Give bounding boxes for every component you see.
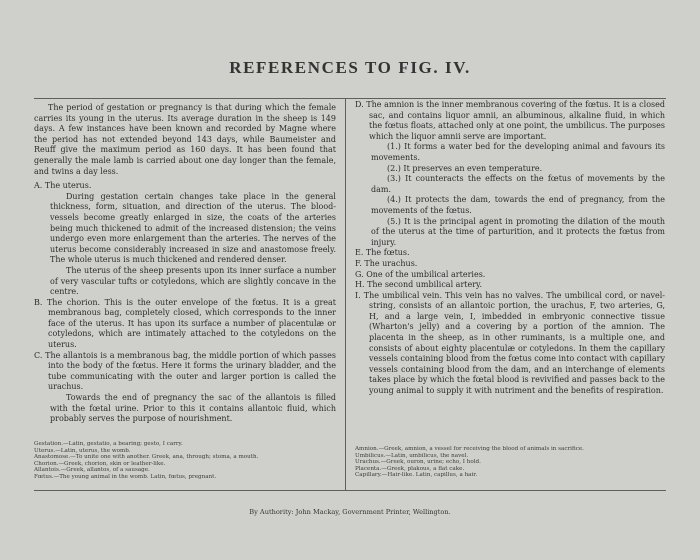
intro-paragraph: The period of gestation or pregnancy is that during which the female carries its young in the uterus. Its average duration in the sheep is 149 days. A few instances have been known and recorded by Magne where the period has not extended beyond 143 days, while Baumeister and Reuff give the maximum period as 160 days. It has been found that generally the male lamb is carried about one day longer than the female, and twins a day less. bbox=[34, 103, 336, 176]
footnote: Uterus.—Latin, uterus, the womb. bbox=[34, 447, 131, 454]
footnote: Amnion.—Greek, amnion, a vessel for receiving the blood of animals in sacrifice. bbox=[355, 446, 584, 452]
section-e: E. The fœtus. bbox=[355, 248, 410, 258]
footnote: Fœtus.—The young animal in the womb. Latin, fœtus, pregnant. bbox=[34, 473, 217, 480]
section-a-heading: A. The uterus. bbox=[34, 181, 92, 191]
page-title: REFERENCES TO FIG. IV. bbox=[229, 58, 471, 77]
section-h: H. The second umbilical artery. bbox=[355, 280, 483, 290]
amnion-purpose-1: (1.) It forms a water bed for the developing animal and favours its movements. bbox=[371, 142, 665, 162]
left-column bbox=[34, 103, 336, 425]
right-column bbox=[355, 100, 665, 397]
footnote: Capillary.—Hair-like. Latin, capillus, a hair. bbox=[355, 472, 478, 479]
section-b: B. The chorion. This is the outer envelope of the fœtus. It is a great membranous bag, completely closed, which corresponds to the inner face of the uterus. It has upon its surface a number of placentulæ or cotyledons, which are intimately attached to the cotyledons on the uterus. bbox=[34, 297, 336, 350]
section-f: F. The urachus. bbox=[355, 258, 418, 268]
column-separator bbox=[345, 99, 346, 490]
top-rule bbox=[34, 98, 666, 99]
printer-imprint: By Authority: John Mackay, Government Printer, Wellington. bbox=[249, 508, 451, 516]
footnote: Anastomose.—To unite one with another. Greek, ana, through; stoma, a mouth. bbox=[34, 454, 259, 461]
amnion-purpose-3: (3.) It counteracts the effects on the fœtus of movements by the dam. bbox=[371, 174, 665, 194]
footnote: Urachus.—Greek, ouron, urine; echo, I hold. bbox=[355, 459, 481, 466]
section-a-paragraph-2: The uterus of the sheep presents upon its inner surface a number of very vascular tufts or cotyledons, which are slightly concave in the centre. bbox=[50, 265, 336, 297]
amnion-purpose-5: (5.) It is the principal agent in promoting the dilation of the mouth of the uterus at the time of parturition, and it protects the fœtus from injury. bbox=[371, 216, 665, 247]
amnion-purpose-4: (4.) It protects the dam, towards the end of pregnancy, from the movements of the fœtus. bbox=[371, 195, 665, 215]
footnote: Placenta.—Greek, plakous, a flat cake. bbox=[355, 465, 465, 472]
footnote: Chorion.—Greek, chorion, skin or leather-like. bbox=[34, 460, 166, 467]
bottom-rule bbox=[34, 490, 666, 491]
footnote: Gestation.—Latin, gestatio, a bearing; gesto, I carry. bbox=[34, 441, 183, 447]
section-c-paragraph-2: Towards the end of pregnancy the sac of the allantois is filled with the fœtal urine. Prior to this it contains allantoic fluid, which probably serves the purpose of nourishment. bbox=[50, 393, 336, 424]
footnote: Allantois.—Greek, allantos, of a sausage. bbox=[34, 467, 150, 474]
section-i: I. The umbilical vein. This vein has no valves. The umbilical cord, or navel-string, consists of an allantoic portion, the urachus, F, two arteries, G, H, and a large vein, I, imbedded in embryonic connective tissue (Wharton's jelly) and a covering by a portion of the amnion. The placenta in the sheep, as in other ruminants, is a multiple one, and consists of about eighty placentulæ or cotyledons. In them the capillary vessels containing blood from the fœtus come into contact with capillary vessels containing blood from the dam, and an interchange of elements takes place by which the fœtal blood is revivified and passes back to the young animal to supply it with nutriment and the benefits of respiration. bbox=[355, 290, 665, 396]
section-g: G. One of the umbilical arteries. bbox=[355, 269, 486, 279]
right-footnotes bbox=[355, 446, 665, 479]
left-footnotes bbox=[34, 441, 336, 481]
section-c: C. The allantois is a membranous bag, the middle portion of which passes into the body of the fœtus. Here it forms the urinary bladder, and the tube communicating with the outer and larger portion is called the urachus. bbox=[34, 350, 336, 392]
amnion-purpose-2: (2.) It preserves an even temperature. bbox=[387, 163, 543, 173]
section-d: D. The amnion is the inner membranous covering of the fœtus. It is a closed sac, and contains liquor amnii, an albuminous, alkaline fluid, in which the fœtus floats, attached only at one point, the umbilicus. The purposes which the liquor amnii serve are important. bbox=[355, 100, 665, 141]
section-a-paragraph-1: During gestation certain changes take place in the general thickness, form, situation, and direction of the uterus. The blood-vessels become greatly enlarged in size, the coats of the arteries being much thickened to admit of the increased distension; the veins undergo even more enlargement than the arteries. The nerves of the uterus become considerably increased in size and anastomose freely. The whole uterus is much thickened and rendered denser. bbox=[50, 191, 336, 265]
footnote: Umbilicus.—Latin, umbilicus, the navel. bbox=[355, 452, 469, 459]
